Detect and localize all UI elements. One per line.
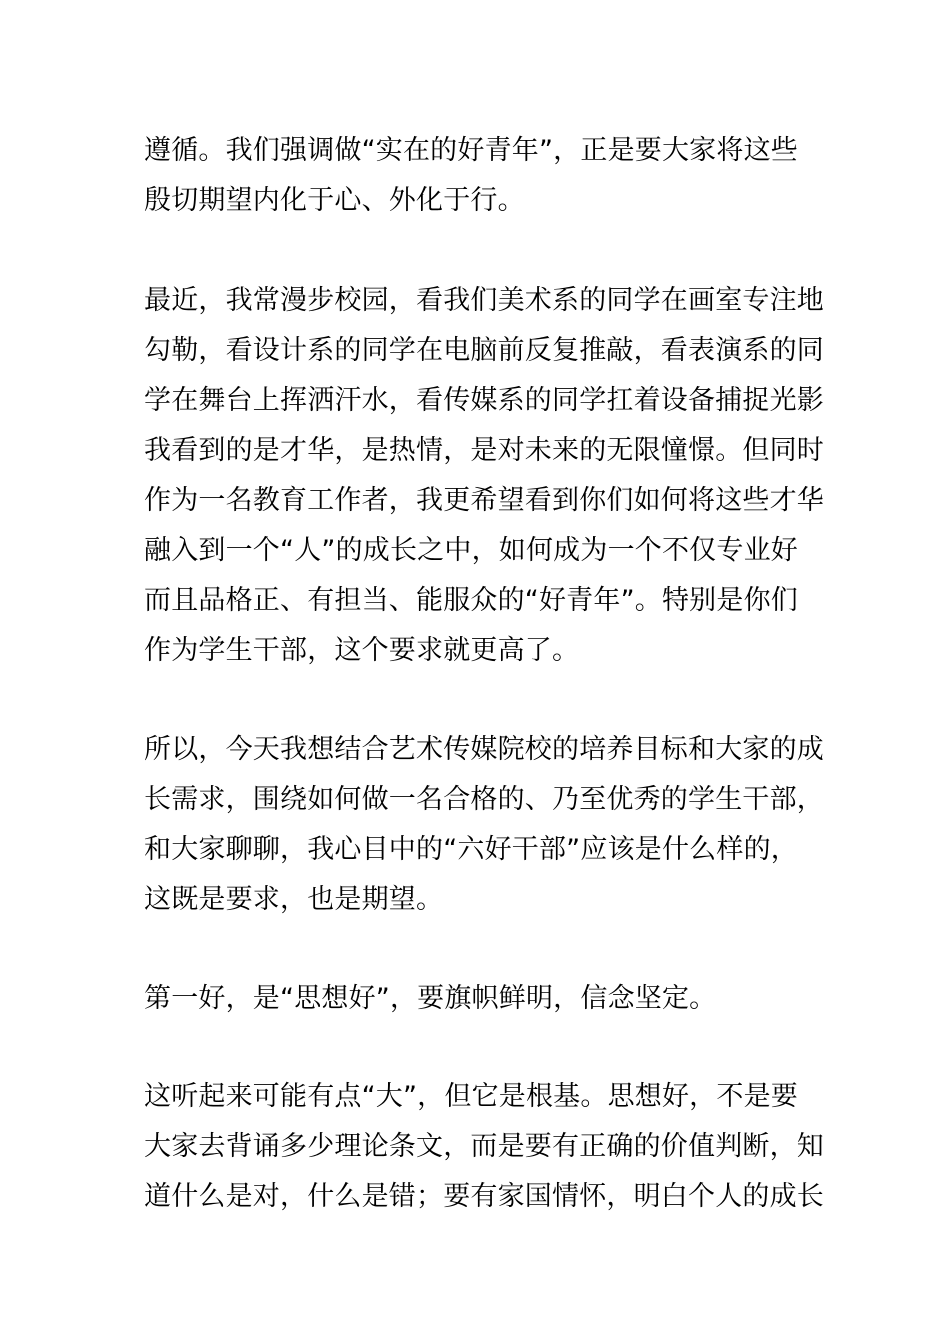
text-line: 我看到的是才华，是热情，是对未来的无限憧憬。但同时 <box>144 435 824 466</box>
text-line: 学在舞台上挥洒汗水，看传媒系的同学扛着设备捕捉光影 <box>144 385 824 416</box>
text-line: 这听起来可能有点“大”，但它是根基。思想好，不是要 <box>144 1081 798 1112</box>
text-line: 殷切期望内化于心、外化于行。 <box>144 185 525 216</box>
text-line: 和大家聊聊，我心目中的“六好干部”应该是什么样的， <box>144 834 798 865</box>
text-line: 大家去背诵多少理论条文，而是要有正确的价值判断，知 <box>144 1131 824 1162</box>
text-line: 作为学生干部，这个要求就更高了。 <box>144 635 580 666</box>
text-line: 遵循。我们强调做“实在的好青年”，正是要大家将这些 <box>144 135 798 166</box>
text-line: 所以，今天我想结合艺术传媒院校的培养目标和大家的成 <box>144 734 824 765</box>
text-line: 融入到一个“人”的成长之中，如何成为一个不仅专业好 <box>144 535 798 566</box>
text-line: 第一好，是“思想好”，要旗帜鲜明，信念坚定。 <box>144 983 717 1014</box>
text-line: 长需求，围绕如何做一名合格的、乃至优秀的学生干部， <box>144 784 824 815</box>
text-line: 这既是要求，也是期望。 <box>144 884 444 915</box>
text-line: 勾勒，看设计系的同学在电脑前反复推敲，看表演系的同 <box>144 335 824 366</box>
text-line: 最近，我常漫步校园，看我们美术系的同学在画室专注地 <box>144 285 824 316</box>
text-line: 作为一名教育工作者，我更希望看到你们如何将这些才华 <box>144 485 824 516</box>
text-line: 而且品格正、有担当、能服众的“好青年”。特别是你们 <box>144 585 798 616</box>
text-line: 道什么是对，什么是错；要有家国情怀，明白个人的成长 <box>144 1181 824 1212</box>
